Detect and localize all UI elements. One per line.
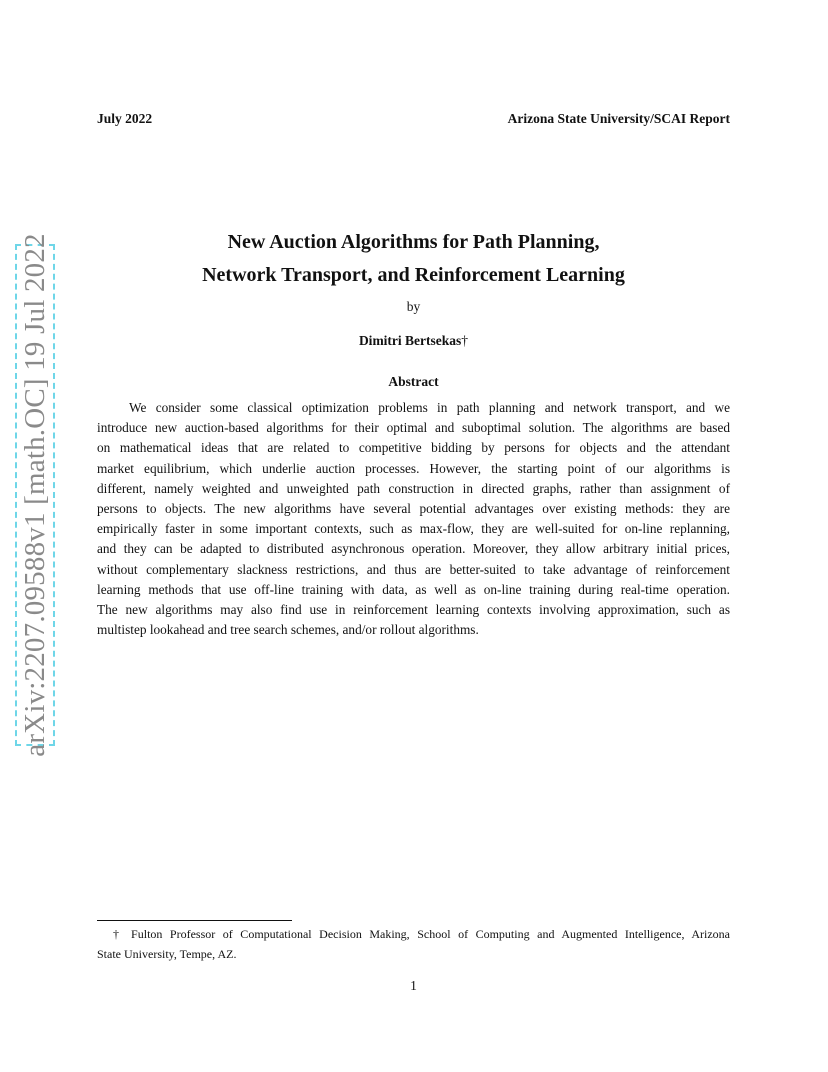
abstract-line: market equilibrium, which underlie auction processes. However, the starting point of our algorithms is bbox=[97, 460, 730, 476]
abstract-body bbox=[97, 398, 730, 640]
author-footnote-mark: † bbox=[461, 333, 469, 348]
title-line-1: New Auction Algorithms for Path Planning, bbox=[227, 231, 600, 253]
abstract-line: introduce new auction-based algorithms for their optimal and suboptimal solution. The algorithms are based bbox=[97, 420, 730, 436]
header-date: July 2022 bbox=[97, 111, 153, 126]
footnote-line-1: † Fulton Professor of Computational Decision Making, School of Computing and Augmented Intelligence, Arizona bbox=[113, 927, 730, 941]
header-institution: Arizona State University/SCAI Report bbox=[507, 111, 730, 126]
author-line bbox=[97, 333, 730, 349]
footnote-line-2: State University, Tempe, AZ. bbox=[97, 947, 237, 961]
author-name: Dimitri Bertsekas bbox=[358, 333, 462, 348]
arxiv-identifier: arXiv:2207.09588v1 [math.OC] 19 Jul 2022 bbox=[19, 233, 51, 757]
abstract-line: multistep lookahead and tree search schemes, and/or rollout algorithms. bbox=[97, 622, 479, 638]
abstract-line: empirically faster in some important contexts, such as max-flow, they are well-suited for on-line replanning, bbox=[97, 521, 730, 537]
abstract-line: learning methods that use off-line training with data, as well as on-line training during real-time operation. bbox=[97, 581, 730, 597]
abstract-heading: Abstract bbox=[388, 374, 439, 389]
abstract-line: The new algorithms may also find use in reinforcement learning contexts involving approximation, such as bbox=[97, 602, 730, 618]
title-line-2: Network Transport, and Reinforcement Learning bbox=[202, 264, 625, 286]
paper-title bbox=[97, 226, 730, 292]
arxiv-stamp bbox=[15, 233, 55, 757]
abstract-line: persons to objects. The new algorithms have several potential advantages over existing methods: they are bbox=[97, 501, 730, 517]
abstract-line: without complementary slackness restrictions, and thus are better-suited to take advantage of reinforcement bbox=[97, 561, 730, 577]
abstract-line: different, namely weighted and unweighted path construction in directed graphs, rather than assignment of bbox=[97, 480, 730, 496]
by-label: by bbox=[406, 299, 421, 314]
abstract-line: and they can be adapted to distributed asynchronous operation. Moreover, they allow arbitrary initial prices, bbox=[97, 541, 730, 557]
footnote bbox=[97, 924, 730, 964]
page-number: 1 bbox=[410, 978, 417, 993]
abstract-line: We consider some classical optimization problems in path planning and network transport, and we bbox=[129, 400, 730, 415]
footnote-rule bbox=[97, 920, 292, 921]
abstract-line: on mathematical ideas that are related to competitive bidding by persons for objects and the attendant bbox=[97, 440, 730, 456]
